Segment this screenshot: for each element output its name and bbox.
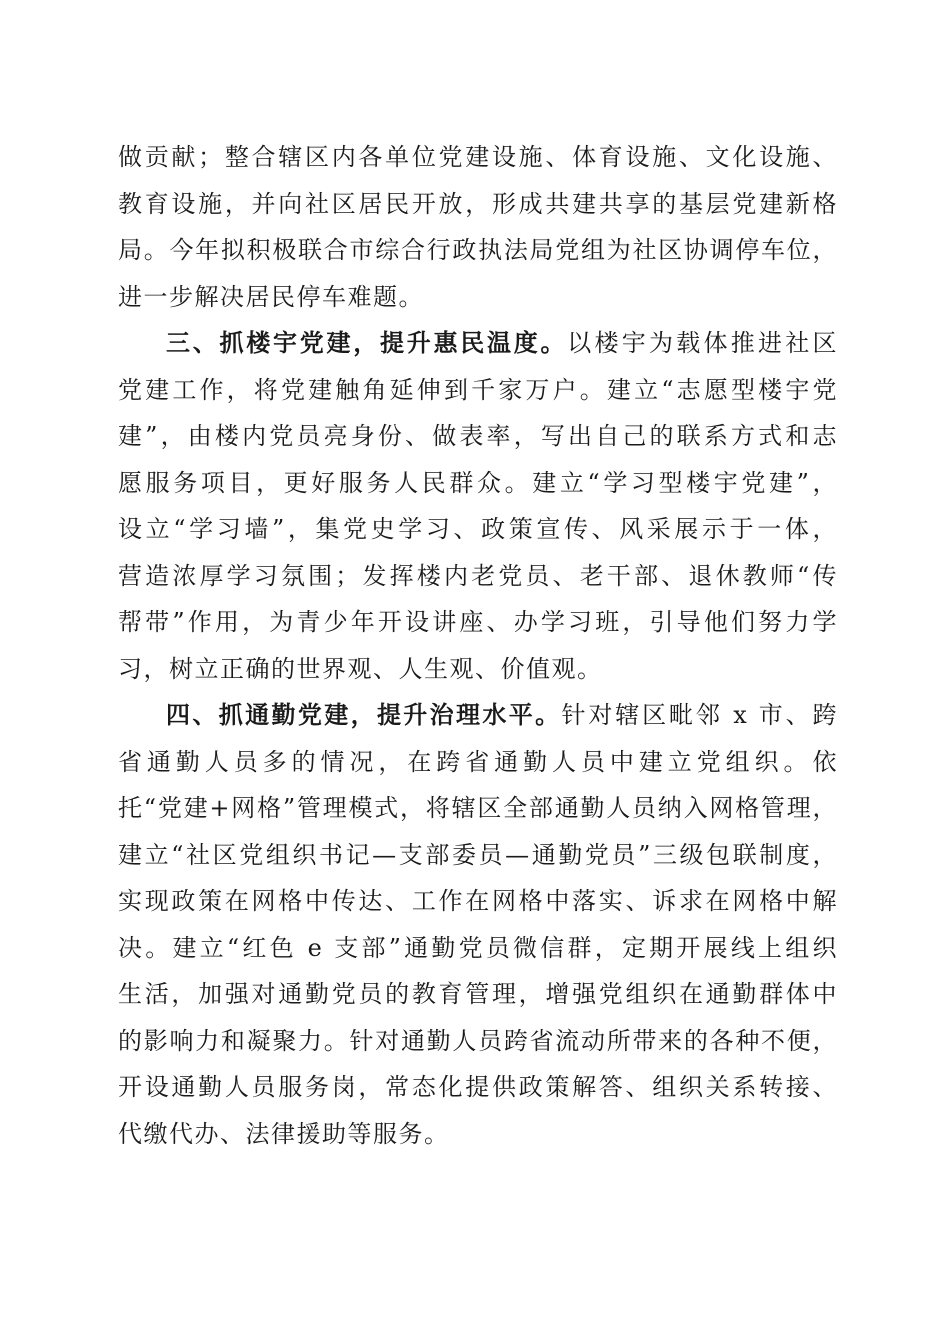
document-body [118,134,838,1157]
paragraph-3-line-7: 生活，加强对通勤党员的教育管理，增强党组织在通勤群体中 [118,980,838,1008]
paragraph-2-line-3: 建”，由楼内党员亮身份、做表率，写出自己的联系方式和志 [118,422,838,450]
paragraph-3-line-2: 省通勤人员多的情况，在跨省通勤人员中建立党组织。依 [118,747,838,776]
paragraph-3-line-5: 实现政策在网格中传达、工作在网格中落实、诉求在网格中解 [118,887,838,915]
paragraph-3-line-4: 建立“社区党组织书记—支部委员—通勤党员”三级包联制度， [118,840,838,869]
paragraph-2-heading: 三、抓楼宇党建，提升惠民温度。 [166,328,568,357]
paragraph-1-line-3: 局。今年拟积极联合市综合行政执法局党组为社区协调停车位， [118,236,838,264]
paragraph-3-line-3: 托“党建+网格”管理模式，将辖区全部通勤人员纳入网格管理， [118,794,838,822]
paragraph-2-line-5: 设立“学习墙”，集党史学习、政策宣传、风采展示于一体， [118,515,838,543]
paragraph-2-line-8: 习，树立正确的世界观、人生观、价值观。 [118,654,603,683]
paragraph-1-line-4: 进一步解决居民停车难题。 [118,282,424,311]
paragraph-3-line-10: 代缴代办、法律援助等服务。 [118,1119,450,1148]
paragraph-2-line-7: 帮带”作用，为青少年开设讲座、办学习班，引导他们努力学 [118,608,838,636]
paragraph-3-heading: 四、抓通勤党建，提升治理水平。 [166,700,562,729]
paragraph-2-line-6: 营造浓厚学习氛围；发挥楼内老党员、老干部、退休教师“传 [118,561,838,590]
paragraph-3-first-line-rest: 针对辖区毗邻 x 市、跨 [561,701,839,729]
paragraph-2-line-1 [118,320,838,367]
paragraph-2-line-4: 愿服务项目，更好服务人民群众。建立“学习型楼宇党建”， [118,468,838,497]
paragraph-2-line-2: 党建工作，将党建触角延伸到千家万户。建立“志愿型楼宇党 [118,375,838,404]
paragraph-1-line-1: 做贡献；整合辖区内各单位党建设施、体育设施、文化设施、 [118,143,838,171]
paragraph-3-line-8: 的影响力和凝聚力。针对通勤人员跨省流动所带来的各种不便， [118,1026,838,1055]
paragraph-1-line-2: 教育设施，并向社区居民开放，形成共建共享的基层党建新格 [118,189,838,218]
paragraph-3-line-6: 决。建立“红色 e 支部”通勤党员微信群，定期开展线上组织 [118,933,838,962]
paragraph-3-line-1 [118,692,838,739]
paragraph-2-first-line-rest: 以楼宇为载体推进社区 [567,329,838,357]
paragraph-3-line-9: 开设通勤人员服务岗，常态化提供政策解答、组织关系转接、 [118,1073,838,1101]
